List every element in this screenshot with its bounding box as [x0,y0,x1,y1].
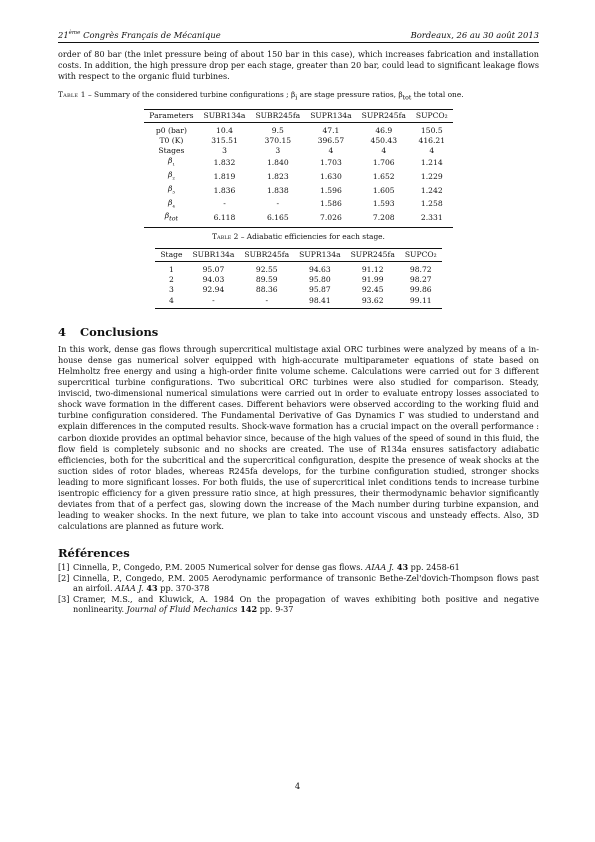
table2-row [155,285,441,295]
table2-cell: 4 [155,296,187,309]
table1-cell: 1.630 [320,171,342,181]
table1-cell: 1.214 [420,158,443,168]
table2-cell: 98.41 [294,296,345,309]
table2-cell: 98.27 [409,275,432,285]
table2-cell: 89.59 [255,275,278,285]
table1 [144,109,452,228]
table1-cell: 46.9 [375,125,393,135]
table2-cell: 91.12 [361,264,384,274]
reference-item [58,563,539,573]
reference-text: Cinnella, P., Congedo, P.M. 2005 Aerodynamic performance of transonic Bethe-Zel'dovich-Thompson flows past an airfoil. AIAA J. 43 pp. 370-378 [73,573,539,593]
table1-cell: 1.652 [372,171,395,181]
table2-cell: 1 [168,264,174,274]
table1-cell: 1.703 [320,158,342,168]
table2-row [155,261,441,275]
table1-cell: 396.57 [317,135,345,145]
conclusions-text: In this work, dense gas flows through supercritical multistage axial ORC turbines were analyzed by means of a in-house dense gas numerical solver equipped with high-accurate multiparameter equations of state based on Helmholtz free energy and using a high-order finite volume scheme. Calculations were carried out for 3 different supercritical turbine configurations. Two subcritical ORC turbines were also studied for comparison. Steady, inviscid, two-dimensional numerical simulations were carried out in order to evaluate entropy losses associated to shock wave formation in the different cases. Different behaviors were observed according to the working fluid and turbine configuration considered. The Fundamental Derivative of Gas Dynamics Γ was studied to understand and explain differences in the computed results. Shock-wave formation has a crucial impact on the overall performance : carbon dioxide provides an optimal behavior since, because of the high values of the speed of sound in this fluid, the flow field is completely subsonic and no shocks are created. The use of R134a ensures satisfactory adiabatic efficiencies, both for the subcritical and the supercritical configuration, despite the presence of weak shocks at the suction sides of rotor blades, whereas R245fa develops, for the turbine configuration studied, stronger shocks leading to more significant losses. For both fluids, the use of supercritical inlet conditions tends to increase turbine isentropic efficiency for a given pressure ratio since, at high pressures, their thermodynamic behavior significantly deviates from that of a perfect gas, slowing down the increase of the Mach number during turbine expansion, and leading to weaker shocks. In the next future, we plan to take into account viscous and unsteady effects. Also, 3D calculations are planned as future work. [58,343,539,532]
table1-cell: 9.5 [271,125,284,135]
table1-cell: Stages [158,146,185,156]
table2-caption: Table 2 – Adiabatic efficiencies for each stage. [212,231,385,241]
table2-cell: 3 [168,285,174,295]
table1-cell: $\beta_{_4}$ [167,197,175,210]
table2-header-cell: Stage [155,248,187,261]
reference-text: Cramer, M.S., and Kluwick, A. 1984 On the propagation of waves exhibiting both positive and negative nonlinearity. Journal of Fluid Mechanics 142 pp. 9-37 [73,593,539,614]
table1-header-cell: SUPR245fa [357,109,411,122]
table1-cell: 1.819 [213,171,236,181]
table1-cell: 3 [222,146,227,156]
table1-header-row [144,109,452,122]
reference-number: [3] [58,593,70,604]
table1-caption: Table 1 – Summary of the considered turbine configurations ; $\beta_i$ are stage pressure ratios, $\beta_{tot}$ the total one. [58,90,464,102]
table1-cell: 1.593 [372,199,395,209]
table2-header-cell: SUBR134a [187,248,239,261]
table1-row [144,170,452,184]
table1-cell: 1.706 [372,158,395,168]
table2-header-cell: SUPR245fa [346,248,400,261]
table1-cell: 1.596 [320,185,342,195]
table1-cell: 1.605 [372,185,395,195]
reference-number: [1] [58,562,70,573]
table1-cell: 2.331 [411,211,453,227]
table1-cell: $\beta_{_1}$ [167,156,175,168]
table1-header-cell: SUPCO₂ [411,109,453,122]
table1-cell: 1.838 [266,185,289,195]
table1-cell: 7.208 [357,211,411,227]
references-heading: Références [58,546,130,561]
table1-cell: 47.1 [322,125,340,135]
table1-cell: 315.51 [211,135,238,145]
table2-cell: 99.86 [409,285,432,295]
table1-cell: 1.836 [213,185,236,195]
table1-cell: $\beta_{tot}$ [144,211,198,227]
header-left: 21ème Congrès Français de Mécanique [58,30,221,40]
table1-cell: 370.15 [264,135,292,145]
table2-cell: 99.11 [400,296,442,309]
table1-cell: T0 (K) [159,135,184,145]
table2-cell: - [239,296,294,309]
table1-header-cell: SUBR134a [199,109,251,122]
table1-cell: 4 [429,146,435,156]
table1-cell: 1.242 [420,185,443,195]
page-number: 4 [294,781,301,791]
table2-cell: 95.87 [308,285,331,295]
table2-cell: 92.94 [202,285,225,295]
table2-header-cell: SUPR134a [294,248,345,261]
table1-body [144,122,452,227]
table2-cell: 95.07 [202,264,225,274]
table2-body [155,261,441,308]
table1-cell: 416.21 [418,135,446,145]
table1-cell: - [223,199,226,209]
table1-cell: 6.165 [250,211,305,227]
table2-cell: - [187,296,239,309]
intro-paragraph: order of 80 bar (the inlet pressure being of about 150 bar in this case), which increases fabrication and installation costs. In addition, the high pressure drop per each stage, greater than 20 bar, could lead to significant leakage flows with respect to the organic fluid turbines. [58,49,539,82]
table1-cell: 6.118 [199,211,251,227]
table1-cell: 10.4 [216,125,233,135]
table2-header-row [155,248,441,261]
table2-header-cell: SUPCO₂ [400,248,442,261]
table1-cell: 150.5 [420,125,443,135]
table1-cell: 1.258 [420,199,443,209]
table1-cell: 1.840 [266,158,289,168]
table1-header-cell: SUBR245fa [250,109,305,122]
table2-cell: 91.99 [361,275,384,285]
table1-cell: - [276,199,280,209]
table1-cell: 450.43 [370,135,398,145]
table2-cell: 88.36 [255,285,278,295]
table1-cell: 1.586 [320,199,342,209]
running-header [58,30,539,43]
table2-row [155,275,441,285]
table1-header-cell: Parameters [144,109,198,122]
table1-cell: $\beta_{_3}$ [167,183,175,196]
conclusions-heading: 4 Conclusions [58,324,159,339]
reference-text: Cinnella, P., Congedo, P.M. 2005 Numerical solver for dense gas flows. AIAA J. 43 pp. 2458-61 [73,562,460,573]
table1-row [144,122,452,136]
paper-page [58,30,539,615]
header-right: Bordeaux, 26 au 30 août 2013 [410,30,539,40]
table1-row [144,156,452,170]
table2-cell: 92.55 [255,264,278,274]
table1-cell: $\beta_{_2}$ [167,170,175,182]
table2-cell: 2 [168,275,174,285]
table1-row [144,198,452,212]
table1-header-cell: SUPR134a [305,109,356,122]
table2-cell: 98.72 [409,264,432,274]
references-list [58,563,539,614]
table2-cell: 93.62 [346,296,400,309]
table1-cell: 4 [328,146,334,156]
table1-cell: 1.823 [266,171,289,181]
reference-item [58,595,539,615]
table1-row [144,211,452,227]
table1-row [144,184,452,198]
reference-item [58,574,539,594]
table1-cell: p0 (bar) [155,125,187,135]
table1-row [144,146,452,156]
table2-header-cell: SUBR245fa [239,248,294,261]
table2-row [155,296,441,309]
reference-number: [2] [58,573,70,584]
table1-cell: 3 [275,146,281,156]
table2-cell: 95.80 [308,275,331,285]
table1-row [144,136,452,146]
table2-cell: 94.63 [308,264,331,274]
table1-cell: 4 [381,146,387,156]
table1-cell: 7.026 [305,211,356,227]
table1-cell: 1.832 [213,158,236,168]
table2-cell: 94.03 [202,275,225,285]
table2-cell: 92.45 [361,285,384,295]
table1-cell: 1.229 [420,171,443,181]
table2 [155,248,441,309]
